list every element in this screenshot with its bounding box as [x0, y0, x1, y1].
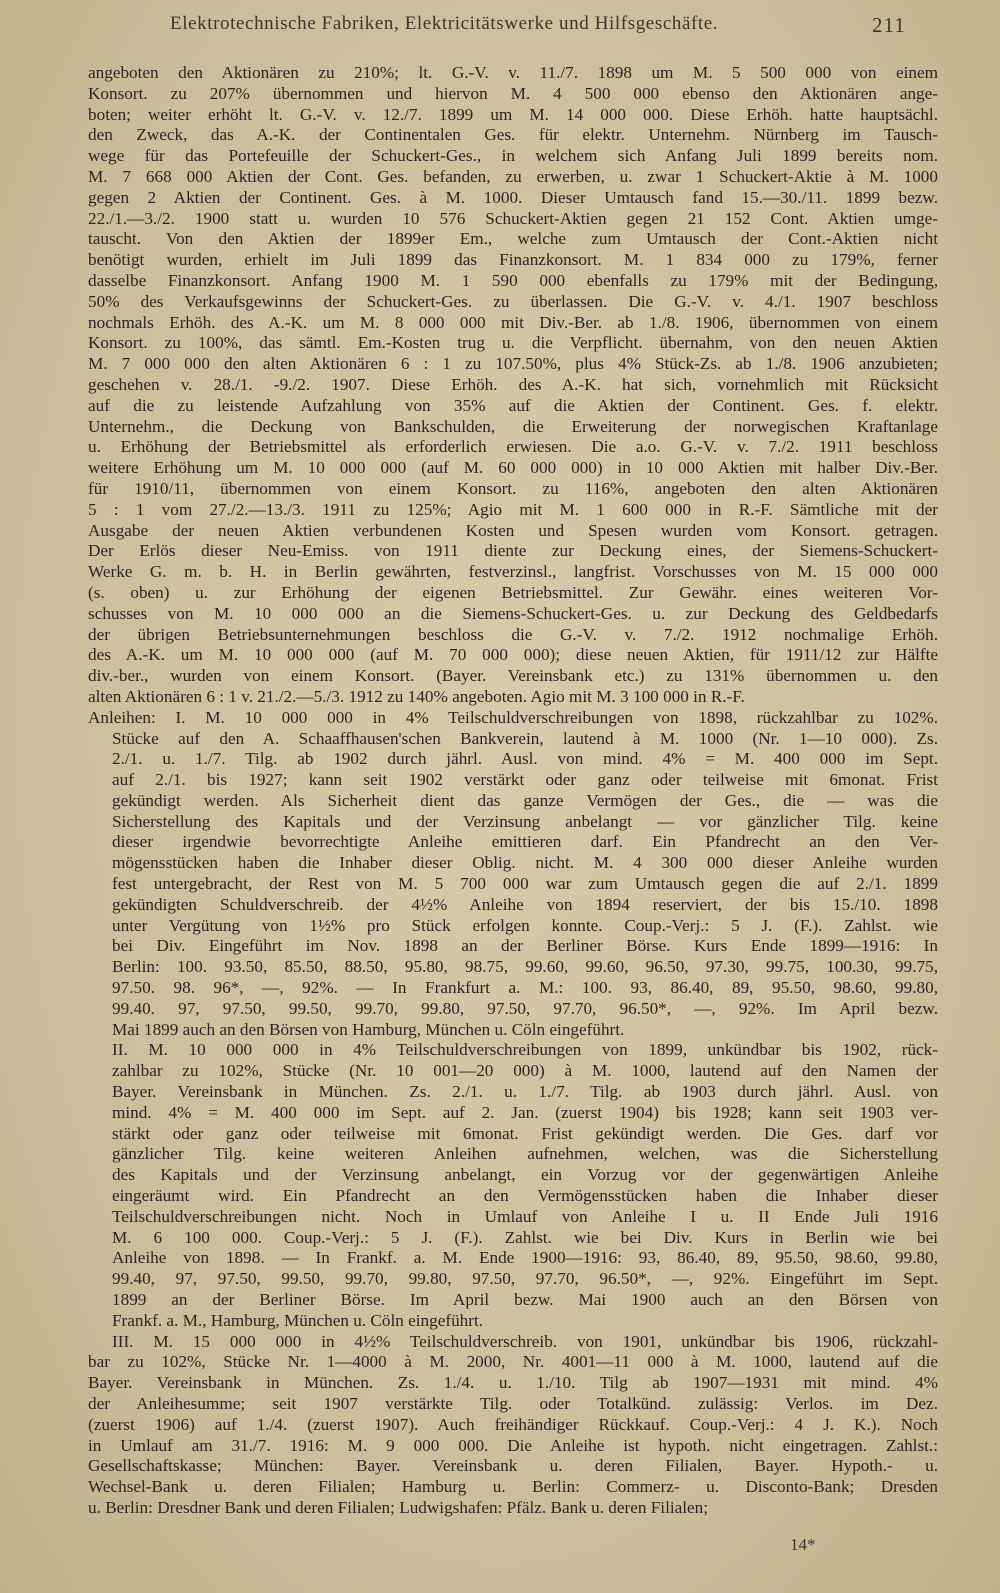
text-line: 99.40, 97, 97.50, 99.50, 99.70, 99.80, 97.50, 97.70, 96.50*, —, 92%. Eingeführt im Sept. [112, 1269, 938, 1289]
text-line: weitere Erhöhung um M. 10 000 000 (auf M. 60 000 000) in 10 000 Aktien mit halber Div.-Ber. [88, 458, 938, 478]
text-line: in Umlauf am 31./7. 1916: M. 9 000 000. Die Anleihe ist hypoth. nicht eingetragen. Zahlst.: [88, 1435, 938, 1455]
text-line: u. Erhöhung der Betriebsmittel als erforderlich erwiesen. Die a.o. G.-V. v. 7./2. 1911 beschloss [88, 437, 938, 457]
text-line: Gesellschaftskasse; München: Bayer. Vereinsbank u. deren Filialen, Bayer. Hypoth.- u. [88, 1456, 938, 1476]
text-line: 1899 an der Berliner Börse. Im April bezw. Mai 1900 auch an den Börsen von [112, 1290, 938, 1310]
body-text [88, 63, 938, 1519]
text-line: Wechsel-Bank u. deren Filialen; Hamburg u. Berlin: Commerz- u. Disconto-Bank; Dresden [88, 1477, 938, 1497]
text-line: angeboten den Aktionären zu 210%; lt. G.-V. v. 11./7. 1898 um M. 5 500 000 von einem [88, 63, 938, 82]
text-line: Anleihe von 1898. — In Frankf. a. M. Ende 1900—1916: 93, 86.40, 89, 95.50, 98.60, 99.80, [112, 1248, 938, 1268]
text-line: M. 7 000 000 den alten Aktionären 6 : 1 zu 107.50%, plus 4% Stück-Zs. ab 1./8. 1906 anzubieten; [88, 354, 938, 374]
text-line: tauscht. Von den Aktien der 1899er Em., welche zum Umtausch der Cont.-Aktien nicht [88, 229, 938, 249]
text-line: M. 7 668 000 Aktien der Cont. Ges. befanden, zu erwerben, u. zwar 1 Schuckert-Aktie à M. 1000 [88, 166, 938, 186]
text-line: Frankf. a. M., Hamburg, München u. Cöln eingeführt. [112, 1310, 484, 1330]
text-line: Werke G. m. b. H. in Berlin gewährten, festverzinsl., langfrist. Vorschusses von M. 15 000 000 [88, 562, 938, 582]
text-line: III. M. 15 000 000 in 4½% Teilschuldverschreib. von 1901, unkündbar bis 1906, rückzahl- [112, 1331, 938, 1351]
paragraph [88, 1040, 938, 1331]
text-line: (zuerst 1906) auf 1./4. (zuerst 1907). Auch freihändiger Rückkauf. Coup.-Verj.: 4 J. K.). Noch [88, 1414, 938, 1434]
text-line: nochmals Erhöh. des A.-K. um M. 8 000 000 mit Div.-Ber. ab 1./8. 1906, übernommen von einem [88, 312, 938, 332]
text-line: Stücke auf den A. Schaaffhausen'schen Bankverein, lautend à M. 1000 (Nr. 1—10 000). Zs. [112, 728, 938, 748]
text-line: gegen 2 Aktien der Continent. Ges. à M. 1000. Dieser Umtausch fand 15.—30./11. 1899 bezw. [88, 187, 938, 207]
text-line: für 1910/11, übernommen von einem Konsort. zu 116%, angeboten den alten Aktionären [88, 478, 938, 498]
page-number: 211 [872, 13, 906, 37]
text-line: zahlbar zu 102%, Stücke (Nr. 10 001—20 000) à M. 1000, lautend auf den Namen der [112, 1061, 938, 1081]
running-head: Elektrotechnische Fabriken, Elektricitätswerke und Hilfsgeschäfte. [170, 13, 719, 34]
text-line: boten; weiter erhöht lt. G.-V. v. 12./7. 1899 um M. 14 000 000. Diese Erhöh. hatte hauptsächl. [88, 104, 938, 124]
text-line: Bayer. Vereinsbank in München. Zs. 2./1. u. 1./7. Tilg. ab 1903 durch jährl. Ausl. von [112, 1082, 938, 1102]
text-line: M. 6 100 000. Coup.-Verj.: 5 J. (F.). Zahlst. wie bei Div. Kurs in Berlin wie bei [112, 1227, 938, 1247]
text-line: dieser irgendwie bevorrechtigte Anleihe emittieren darf. Ein Pfandrecht an den Ver- [112, 832, 938, 852]
text-line: 50% des Verkaufsgewinns der Schuckert-Ges. zu überlassen. Die G.-V. v. 4./1. 1907 beschloss [88, 291, 938, 311]
text-line: 99.40. 97, 97.50, 99.50, 99.70, 99.80, 97.50, 97.70, 96.50*, —, 92%. Im April bezw. [112, 998, 938, 1018]
text-line: benötigt wurden, erhielt im Juli 1899 das Finanzkonsort. M. 1 834 000 zu 179%, ferner [88, 250, 938, 270]
text-line: div.-ber., wurden von einem Konsort. (Bayer. Vereinsbank etc.) zu 131% übernommen u. den [88, 666, 938, 686]
text-line: 97.50. 98. 96*, —, 92%. — In Frankfurt a. M.: 100. 93, 86.40, 89, 95.50, 98.60, 99.80, [112, 978, 938, 998]
text-line: Mai 1899 auch an den Börsen von Hamburg, München u. Cöln eingeführt. [112, 1019, 625, 1039]
text-line: eingeräumt wird. Ein Pfandrecht an den Vermögensstücken haben die Inhaber dieser [112, 1186, 938, 1206]
text-line: gänzlicher Tilg. keine weiteren Anleihen aufnehmen, welchen, was die Sicherstellung [112, 1144, 938, 1164]
text-line: Konsort. zu 207% übernommen und hiervon M. 4 500 000 ebenso den Aktionären ange- [88, 83, 938, 103]
text-line: gekündigt werden. Als Sicherheit dient das ganze Vermögen der Ges., die — was die [112, 790, 938, 810]
text-line: 5 : 1 vom 27./2.—13./3. 1911 zu 125%; Agio mit M. 1 600 000 in R.-F. Sämtliche mit der [88, 499, 938, 519]
text-line: Berlin: 100. 93.50, 85.50, 88.50, 95.80, 98.75, 99.60, 99.60, 96.50, 97.30, 99.75, 100.30, 99.75, [112, 957, 938, 977]
text-line: auf die zu leistende Aufzahlung von 35% auf die Aktien der Continent. Ges. f. elektr. [88, 395, 938, 415]
paragraph [88, 63, 938, 708]
text-line: mind. 4% = M. 400 000 im Sept. auf 2. Jan. (zuerst 1904) bis 1928; kann seit 1903 ver- [112, 1102, 938, 1122]
paragraph [88, 1332, 938, 1519]
text-line: den Zweck, das A.-K. der Continentalen Ges. für elektr. Unternehm. Nürnberg im Tausch- [88, 125, 938, 145]
text-line: stärkt oder ganz oder teilweise mit 6monat. Frist gekündigt werden. Die Ges. darf vor [112, 1123, 938, 1143]
text-line: der übrigen Betriebsunternehmungen beschloss die G.-V. v. 7./2. 1912 nochmalige Erhöh. [88, 624, 938, 644]
text-line: bar zu 102%, Stücke Nr. 1—4000 à M. 2000, Nr. 4001—11 000 à M. 1000, lautend auf die [88, 1352, 938, 1372]
text-line: schusses von M. 10 000 000 an die Siemens-Schuckert-Ges. u. zur Deckung des Geldbedarfs [88, 603, 938, 623]
text-line: Unternehm., die Deckung von Bankschulden, die Erweiterung der norwegischen Kraftanlage [88, 416, 938, 436]
text-line: Teilschuldverschreibungen nicht. Noch in Umlauf von Anleihe I u. II Ende Juli 1916 [112, 1206, 938, 1226]
text-line: Sicherstellung des Kapitals und der Verzinsung anbelangt — vor gänzlicher Tilg. keine [112, 811, 938, 831]
text-line: des Kapitals und der Verzinsung anbelangt, ein Vorzug vor der gegenwärtigen Anleihe [112, 1165, 938, 1185]
text-line: geschehen v. 28./1. -9./2. 1907. Diese Erhöh. des A.-K. hat sich, vornehmlich mit Rücksicht [88, 374, 938, 394]
text-line: der Anleihesumme; seit 1907 verstärkte Tilg. oder Totalkünd. zulässig: Verlos. im Dez. [88, 1394, 938, 1413]
text-line: alten Aktionären 6 : 1 v. 21./2.—5./3. 1912 zu 140% angeboten. Agio mit M. 3 100 000 in R.-F. [88, 686, 745, 706]
text-line: bei Div. Eingeführt im Nov. 1898 an der Berliner Börse. Kurs Ende 1899—1916: In [112, 936, 938, 956]
text-line: II. M. 10 000 000 in 4% Teilschuldverschreibungen von 1899, unkündbar bis 1902, rück- [112, 1040, 938, 1060]
text-line: dasselbe Finanzkonsort. Anfang 1900 M. 1 590 000 ebenfalls zu 179% mit der Bedingung, [88, 270, 938, 290]
text-line: Anleihen: I. M. 10 000 000 in 4% Teilschuldverschreibungen von 1898, rückzahlbar zu 102%. [88, 707, 938, 727]
text-line: gekündigten Schuldverschreib. der 4½% Anleihe von 1894 reserviert, der bis 15./10. 1898 [112, 894, 938, 914]
text-line: Der Erlös dieser Neu-Emiss. von 1911 diente zur Deckung eines, der Siemens-Schuckert- [88, 541, 938, 561]
text-line: wege für das Portefeuille der Schuckert-Ges., in welchem sich Anfang Juli 1899 bereits nom. [88, 146, 938, 166]
text-line: (s. oben) u. zur Erhöhung der eigenen Betriebsmittel. Zur Gewähr. eines weiteren Vor- [88, 582, 938, 602]
text-line: fest untergebracht, der Rest von M. 5 700 000 war zum Umtausch gegen die auf 2./1. 1899 [112, 874, 938, 894]
text-line: Ausgabe der neuen Aktien verbundenen Kosten und Spesen wurden vom Konsort. getragen. [88, 520, 938, 540]
text-line: u. Berlin: Dresdner Bank und deren Filialen; Ludwigshafen: Pfälz. Bank u. deren Filialen; [88, 1497, 709, 1517]
paragraph [88, 708, 938, 1041]
text-line: 2./1. u. 1./7. Tilg. ab 1902 durch jährl. Ausl. von mind. 4% = M. 400 000 im Sept. [112, 749, 938, 769]
text-line: Konsort. zu 100%, das sämtl. Em.-Kosten trug u. die Verpflicht. übernahm, von den neuen Aktien [88, 333, 938, 353]
text-line: mögensstücken haben die Inhaber dieser Oblig. nicht. M. 4 300 000 dieser Anleihe wurden [112, 853, 938, 873]
text-line: des A.-K. um M. 10 000 000 (auf M. 70 000 000); diese neuen Aktien, für 1911/12 zur Hälfte [88, 645, 938, 665]
page-header [0, 13, 1000, 43]
text-line: Bayer. Vereinsbank in München. Zs. 1./4. u. 1./10. Tilg ab 1907—1931 mit mind. 4% [88, 1373, 938, 1393]
signature-mark: 14* [790, 1535, 816, 1554]
text-line: unter Vergütung von 1½% pro Stück erfolgen konnte. Coup.-Verj.: 5 J. (F.). Zahlst. wie [112, 915, 938, 935]
text-line: auf 2./1. bis 1927; kann seit 1902 verstärkt oder ganz oder teilweise mit 6monat. Frist [112, 770, 938, 790]
text-line: 22./1.—3./2. 1900 statt u. wurden 10 576 Schuckert-Aktien gegen 21 152 Cont. Aktien umge- [88, 208, 938, 228]
